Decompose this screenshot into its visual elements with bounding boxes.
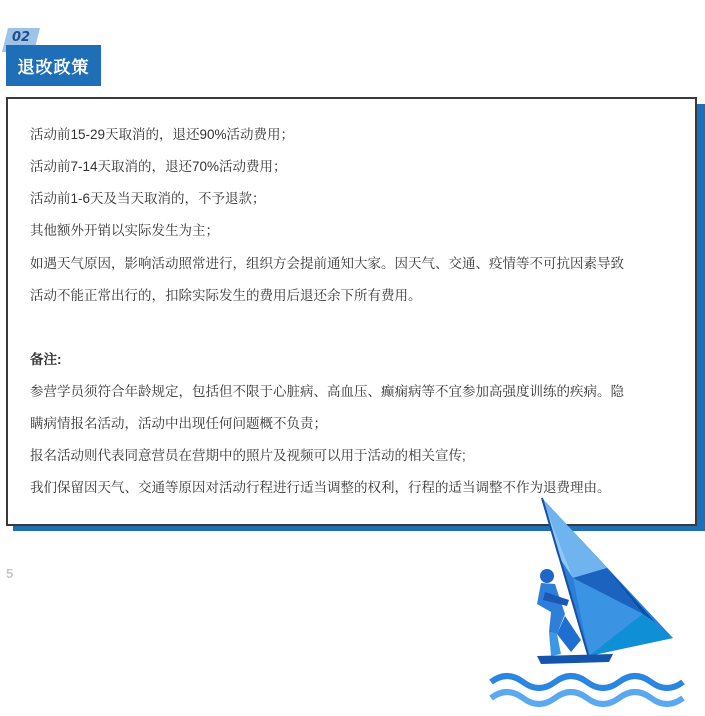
policy-line: 活动前15-29天取消的，退还90%活动费用；: [30, 127, 295, 142]
policy-line: 活动前1-6天及当天取消的，不予退款；: [30, 191, 266, 206]
windsurfer-illustration: [485, 494, 695, 710]
policy-line: 活动前7-14天取消的，退还70%活动费用；: [30, 159, 287, 174]
section-title: 退改政策: [6, 45, 101, 86]
note-line: 瞒病情报名活动，活动中出现任何问题概不负责；: [30, 416, 327, 431]
page-number: 5: [6, 566, 14, 581]
policy-line: 活动不能正常出行的，扣除实际发生的费用后退还余下所有费用。: [30, 288, 422, 303]
policy-line: 如遇天气原因，影响活动照常进行，组织方会提前通知大家。因天气、交通、疫情等不可抗因素导致: [30, 256, 624, 271]
note-line: 参营学员须符合年龄规定，包括但不限于心脏病、高血压、癫痫病等不宜参加高强度训练的疾病。隐: [30, 384, 624, 399]
notes-heading: 备注:: [30, 352, 62, 367]
note-line: 报名活动则代表同意营员在营期中的照片及视频可以用于活动的相关宣传;: [30, 448, 466, 463]
section-number: 02: [12, 30, 31, 45]
policy-line: 其他额外开销以实际发生为主；: [30, 223, 219, 238]
policy-card: [6, 97, 697, 526]
note-line: 我们保留因天气、交通等原因对活动行程进行适当调整的权利，行程的适当调整不作为退费理由。: [30, 480, 611, 495]
